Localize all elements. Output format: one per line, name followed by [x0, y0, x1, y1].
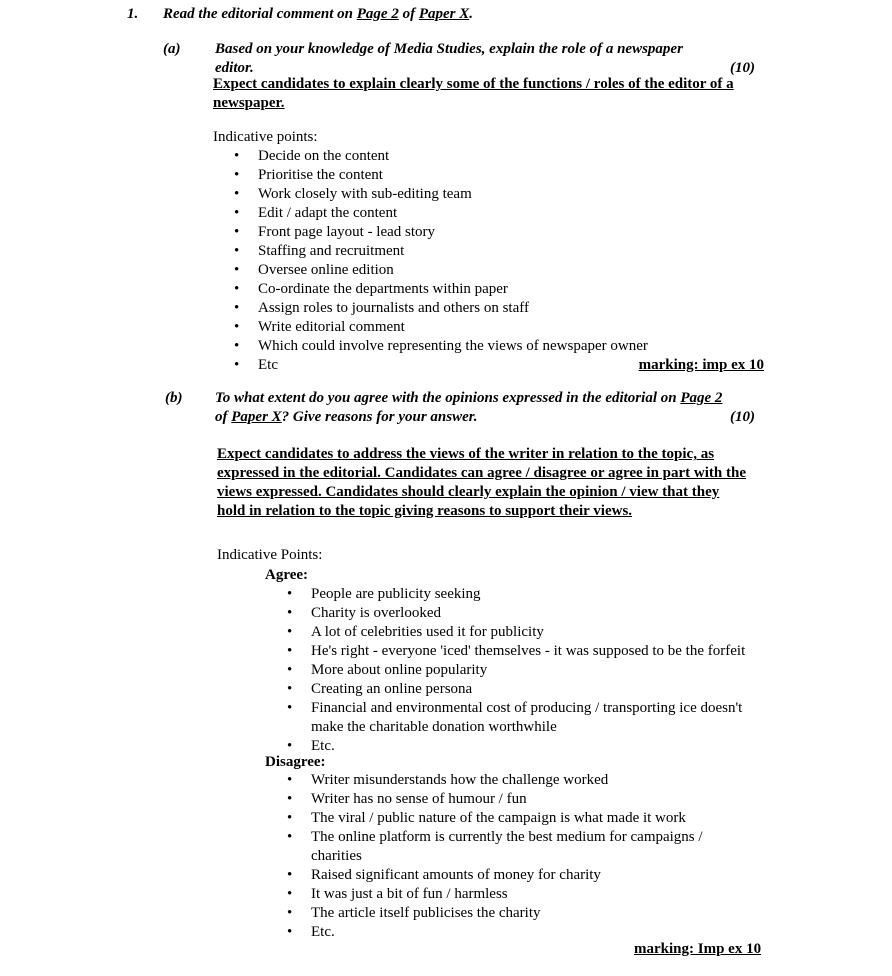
part-a-point: [234, 318, 764, 337]
part-b-paper-ref: Paper X: [231, 409, 282, 425]
agree-point: [287, 699, 767, 737]
bullet-icon: [287, 771, 311, 790]
intro-end: .: [469, 6, 473, 22]
part-a-question: [215, 40, 755, 78]
disagree-heading: Disagree:: [265, 754, 326, 770]
disagree-point: [287, 828, 717, 866]
part-b-indicative-heading: Indicative Points:: [217, 547, 323, 563]
agree-point: [287, 585, 767, 604]
bullet-icon: [234, 204, 258, 223]
part-a-point: [234, 356, 764, 375]
part-a-expect-line2: newspaper.: [213, 95, 285, 111]
part-b-question-line2: [215, 408, 478, 427]
question-number: 1.: [127, 6, 139, 22]
part-a-point: [234, 337, 764, 356]
part-b-marking: marking: Imp ex 10: [634, 941, 762, 957]
disagree-point: [287, 885, 717, 904]
agree-point: [287, 661, 767, 680]
agree-point-text: Financial and environmental cost of producing / transporting ice doesn't make the charitable donation worthwhile: [311, 700, 743, 735]
part-a-indicative-heading: Indicative points:: [213, 129, 318, 145]
agree-point-text: People are publicity seeking: [311, 586, 481, 602]
agree-point-text: Etc.: [311, 738, 335, 754]
part-a-points-list: [234, 147, 764, 375]
part-a-label: (a): [163, 41, 181, 57]
part-b-expect-line3: views expressed. Candidates should clearly explain the opinion / view that they: [217, 484, 720, 500]
intro-page-ref: Page 2: [356, 6, 399, 22]
part-a-question-line1: Based on your knowledge of Media Studies, explain the role of a newspaper: [215, 41, 683, 57]
bullet-icon: [287, 623, 311, 642]
disagree-point-text: The online platform is currently the best medium for campaigns / charities: [311, 829, 703, 864]
part-a-expect-line1: Expect candidates to explain clearly some of the functions / roles of the editor of a: [213, 76, 734, 92]
part-a-expectation: [213, 75, 773, 113]
disagree-point: [287, 809, 717, 828]
disagree-point: [287, 904, 717, 923]
part-b-marks: (10): [730, 409, 755, 425]
part-a-point: [234, 185, 764, 204]
disagree-point-text: Writer has no sense of humour / fun: [311, 791, 527, 807]
agree-point-text: More about online popularity: [311, 662, 488, 678]
bullet-icon: [287, 699, 311, 718]
agree-point-text: A lot of celebrities used it for publicity: [311, 624, 544, 640]
agree-point-text: He's right - everyone 'iced' themselves - it was supposed to be the forfeit: [311, 643, 746, 659]
bullet-icon: [287, 809, 311, 828]
disagree-point: [287, 790, 717, 809]
disagree-point-text: It was just a bit of fun / harmless: [311, 886, 508, 902]
part-b-page-ref: Page 2: [680, 390, 723, 406]
bullet-icon: [234, 223, 258, 242]
part-a-question-line2: editor.: [215, 60, 254, 76]
disagree-point: [287, 771, 717, 790]
part-a-point-text: Which could involve representing the views of newspaper owner: [258, 338, 648, 354]
part-a-point-text: Front page layout - lead story: [258, 224, 436, 240]
part-a-point-text: Staffing and recruitment: [258, 243, 405, 259]
bullet-icon: [234, 147, 258, 166]
bullet-icon: [287, 642, 311, 661]
part-a-point-text: Write editorial comment: [258, 319, 405, 335]
part-a-point: [234, 299, 764, 318]
part-a-point-text: Assign roles to journalists and others on staff: [258, 300, 529, 316]
bullet-icon: [234, 166, 258, 185]
part-a-marks: (10): [730, 60, 755, 76]
agree-point-text: Charity is overlooked: [311, 605, 441, 621]
intro-mid: of: [398, 6, 419, 22]
bullet-icon: [287, 923, 311, 942]
agree-point: [287, 680, 767, 699]
agree-point: [287, 623, 767, 642]
bullet-icon: [287, 866, 311, 885]
question-intro: [163, 5, 473, 24]
part-a-point: [234, 204, 764, 223]
agree-point: [287, 604, 767, 623]
bullet-icon: [234, 318, 258, 337]
part-a-point: [234, 166, 764, 185]
bullet-icon: [287, 585, 311, 604]
part-a-point: [234, 223, 764, 242]
part-b-question-line1: [215, 389, 755, 408]
bullet-icon: [234, 356, 258, 375]
bullet-icon: [234, 242, 258, 261]
part-a-point-text: Etc: [258, 357, 278, 373]
agree-points-list: [287, 585, 767, 756]
part-a-point-text: Edit / adapt the content: [258, 205, 398, 221]
agree-point: [287, 642, 767, 661]
part-a-point: [234, 261, 764, 280]
bullet-icon: [234, 280, 258, 299]
bullet-icon: [287, 828, 311, 847]
part-b-label: (b): [165, 390, 183, 406]
bullet-icon: [287, 661, 311, 680]
part-a-point: [234, 242, 764, 261]
agree-point-text: Creating an online persona: [311, 681, 473, 697]
disagree-point-text: The viral / public nature of the campaign is what made it work: [311, 810, 686, 826]
part-b-question-line2-rest: ? Give reasons for your answer.: [281, 409, 478, 425]
bullet-icon: [234, 261, 258, 280]
bullet-icon: [287, 680, 311, 699]
part-a-marking: marking: imp ex 10: [638, 357, 764, 373]
disagree-point-text: The article itself publicises the charity: [311, 905, 541, 921]
part-a-point-text: Prioritise the content: [258, 167, 383, 183]
disagree-point-text: Raised significant amounts of money for charity: [311, 867, 601, 883]
disagree-point: [287, 866, 717, 885]
bullet-icon: [287, 904, 311, 923]
part-b-question-prefix: To what extent do you agree with the opinions expressed in the editorial on: [215, 390, 681, 406]
part-a-point-text: Oversee online edition: [258, 262, 394, 278]
part-b-question: [215, 389, 755, 427]
bullet-icon: [287, 604, 311, 623]
part-b-expect-line4: hold in relation to the topic giving reasons to support their views.: [217, 503, 633, 519]
part-a-point-text: Work closely with sub-editing team: [258, 186, 472, 202]
part-b-expect-line1: Expect candidates to address the views of the writer in relation to the topic, as: [217, 446, 715, 462]
part-a-point-text: Decide on the content: [258, 148, 390, 164]
bullet-icon: [287, 790, 311, 809]
part-a-point: [234, 147, 764, 166]
bullet-icon: [287, 885, 311, 904]
bullet-icon: [234, 337, 258, 356]
bullet-icon: [234, 299, 258, 318]
part-b-expectation: [217, 445, 787, 521]
intro-prefix: Read the editorial comment on: [163, 6, 357, 22]
intro-paper-ref: Paper X: [418, 6, 470, 22]
disagree-point-text: Etc.: [311, 924, 335, 940]
disagree-point-text: Writer misunderstands how the challenge worked: [311, 772, 609, 788]
part-b-expect-line2: expressed in the editorial. Candidates can agree / disagree or agree in part with the: [217, 465, 746, 481]
agree-heading: Agree:: [265, 567, 309, 583]
part-a-point-text: Co-ordinate the departments within paper: [258, 281, 508, 297]
part-b-question-line2-row: [215, 408, 755, 427]
agree-point: [287, 737, 767, 756]
bullet-icon: [234, 185, 258, 204]
part-a-point: [234, 280, 764, 299]
disagree-points-list: [287, 771, 717, 942]
part-b-question-line2-prefix: of: [215, 409, 232, 425]
